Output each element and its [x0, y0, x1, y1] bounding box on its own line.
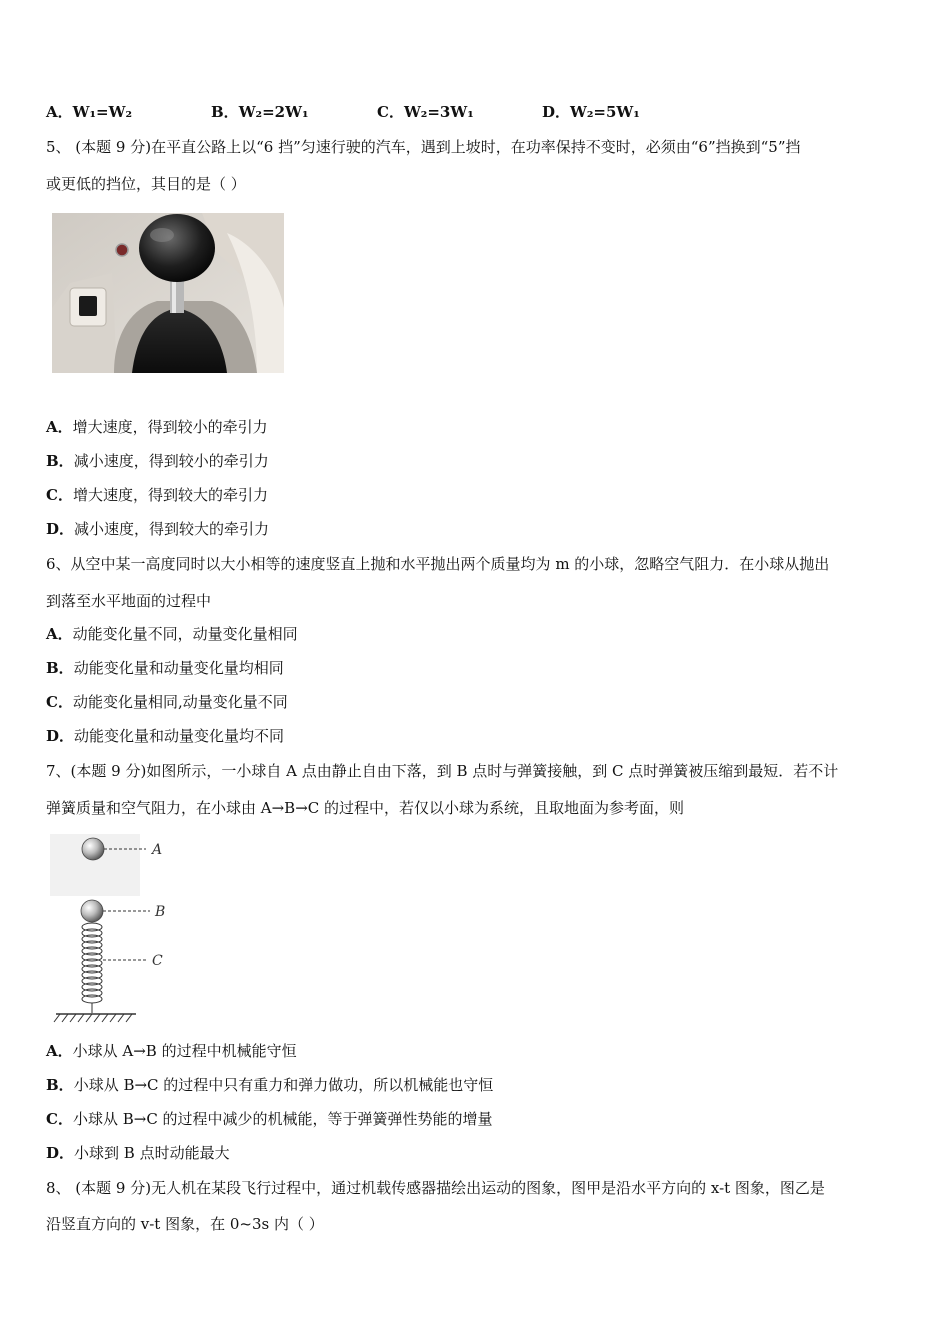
q4-option-a[interactable]: A．W₁=W₂: [46, 103, 133, 121]
q7-option-d[interactable]: D．小球到 B 点时动能最大: [46, 1144, 230, 1162]
ball-b: [81, 900, 103, 922]
q5-stem-line1: 5、 (本题 9 分)在平直公路上以“6 挡”匀速行驶的汽车，遇到上坡时，在功率保持不变时，必须由“6”挡换到“5”挡: [46, 138, 801, 156]
spring-ball-figure: [50, 832, 190, 1027]
q6-option-c[interactable]: C．动能变化量相同,动量变化量不同: [46, 693, 288, 711]
q8-stem-line2: 沿竖直方向的 v-t 图象，在 0~3s 内（ ）: [46, 1215, 324, 1233]
q4-option-c[interactable]: C．W₂=3W₁: [377, 103, 474, 121]
q5-option-a[interactable]: A．增大速度，得到较小的牵引力: [46, 418, 268, 436]
q6-stem-line2: 到落至水平地面的过程中: [46, 592, 212, 610]
q8-stem-line1: 8、 (本题 9 分)无人机在某段飞行过程中，通过机载传感器描绘出运动的图象，图甲是沿水平方向的 x-t 图象，图乙是: [46, 1179, 825, 1197]
q7-stem-line1: 7、(本题 9 分)如图所示，一小球自 A 点由静止自由下落，到 B 点时与弹簧接触，到 C 点时弹簧被压缩到最短．若不计: [46, 762, 839, 780]
q5-option-b[interactable]: B．减小速度，得到较小的牵引力: [46, 452, 269, 470]
q4-option-b[interactable]: B．W₂=2W₁: [211, 103, 309, 121]
q7-stem-line2: 弹簧质量和空气阻力，在小球由 A→B→C 的过程中，若仅以小球为系统，且取地面为参考面，则: [46, 799, 685, 817]
q4-option-d[interactable]: D．W₂=5W₁: [542, 103, 640, 121]
q5-stem-line2: 或更低的挡位，其目的是（ ）: [46, 175, 246, 193]
label-c: C: [152, 953, 163, 969]
q5-option-c[interactable]: C．增大速度，得到较大的牵引力: [46, 486, 268, 504]
label-a: A: [152, 842, 163, 858]
ball-a: [82, 838, 104, 860]
q6-option-a[interactable]: A．动能变化量不同，动量变化量相同: [46, 625, 298, 643]
q6-stem-line1: 6、从空中某一高度同时以大小相等的速度竖直上抛和水平抛出两个质量均为 m 的小球，忽略空气阻力．在小球从抛出: [46, 555, 830, 573]
q5-option-d[interactable]: D．减小速度，得到较大的牵引力: [46, 520, 270, 538]
label-b: B: [155, 904, 166, 920]
q7-option-a[interactable]: A．小球从 A→B 的过程中机械能守恒: [46, 1042, 297, 1060]
ground-hatch: [54, 1014, 132, 1022]
gear-shift-photo: [52, 213, 284, 373]
q7-option-b[interactable]: B．小球从 B→C 的过程中只有重力和弹力做功，所以机械能也守恒: [46, 1076, 494, 1094]
spring-coil: [82, 923, 102, 1013]
q7-option-c[interactable]: C．小球从 B→C 的过程中减少的机械能，等于弹簧弹性势能的增量: [46, 1110, 493, 1128]
q6-option-b[interactable]: B．动能变化量和动量变化量均相同: [46, 659, 284, 677]
q6-option-d[interactable]: D．动能变化量和动量变化量均不同: [46, 727, 285, 745]
